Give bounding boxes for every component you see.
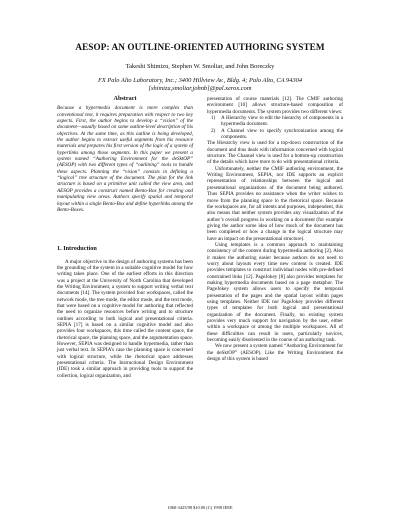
abstract-heading: Abstract xyxy=(113,95,137,102)
list-item-number: 1) xyxy=(211,115,216,122)
page-footer: 1060-3425/98 $10.00 (C) 1998 IEEE xyxy=(167,505,233,510)
right-paragraph-5: We now present a system named “Authoring Environment for the deSktOP” (AESOP). Like the Writing Environment the design of this system is based xyxy=(207,343,343,363)
right-paragraph-1: presentation of course materials [12]. The CMIF authoring environment [10] allows structure-based composition of hypermedia documents. The system provides two different views: xyxy=(207,96,343,115)
list-item-number: 2) xyxy=(211,127,216,134)
right-paragraph-4: Using templates is a common approach to maintaining consistency of the content during hypermedia authoring [2]. Also it makes the authoring easier because authors do not need to worry about layouts every time new content is created. IDE provides templates to construct individual nodes with pre-defined constrained links [12]. PageJokey [8] also provides templates for making hypermedia documents based on a page metaphor. The PageJokey system allows users to specify the temporal presentation of the pages and the spatial layout within pages using templates. Neither IDE nor PageJokey provides different types of templates for both logical and presentational organization of the document. Finally, no existing system provides very much support for navigation by the user, either within a workspace or among the multiple workspaces. All of these difficulties can result in users, particularly novices, becoming easily disoriented in the course of an authoring task. xyxy=(207,241,343,344)
right-column xyxy=(207,96,343,362)
section-heading-introduction: 1. Introduction xyxy=(57,245,97,253)
views-list xyxy=(207,115,343,140)
list-item-text: A Channel view to specify synchronization among the components. xyxy=(221,127,343,141)
list-item-text: A Hierarchy view to edit the hierarchy of components in a hypermedia document. xyxy=(221,115,343,128)
affiliation-address: FX Palo Alto Laboratory, Inc.; 3400 Hillview Av., Bldg. 4; Palo Alto, CA 94304 xyxy=(97,77,303,84)
left-column xyxy=(57,96,193,379)
right-paragraph-2: The Hierarchy view is used for a top-down construction of the document and thus deals with information concerned with logical structure. The Channel view is used for a bottom-up construction of the details which have more to do with presentational criteria. xyxy=(207,140,343,166)
right-paragraph-3: Unfortunately, neither the CMIF authoring environment, the Writing Environment, SEPIA, nor IDE supports an explicit representation of relationships between the logical and presentational organizations of the document being authored. Thus SEPIA provides no assistance when the writer wishes to move from the planning space to the rhetorical space. Because the workspaces are, for all intents and purposes, independent, this also means that neither system provides any visualization of the author’s overall progress in working on a document (for example giving the author some idea of how much of the document has been completed or how a change in the logical structure may have an impact on the presentational structure). xyxy=(207,165,343,242)
list-item xyxy=(207,128,343,141)
paper-title: AESOP: AN OUTLINE-ORIENTED AUTHORING SYSTEM xyxy=(75,42,325,52)
intro-paragraph-1: A major objective in the design of authoring systems has been the grounding of the system in a suitable cognitive model for how writing takes place. One of the earliest efforts in this direction was a project at the University of North Carolina that developed the Writing Environment, a system to support writing verbal text documents [14]. The system provided four workspaces, called the network mode, the tree mode, the editor mode, and the text mode, that were based on a cognitive model for authoring that reflected the need to organize resources before writing and to structure outlines according to both logical and presentational criteria. SEPIA [17] is based on a similar cognitive model and also provides four workspaces, this time called the content space, the rhetorical space, the planning space, and the argumentation space. However, SEPIA was designed to handle hypermedia, rather than just verbal text. In SEPIA’s case the planning space is concerned with logical structure, while the rhetorical space addresses presentational criteria. The Instructional Design Environment (IDE) took a similar approach in providing tools to support the collection, logical organization, and xyxy=(57,258,193,379)
affiliation xyxy=(0,77,400,92)
affiliation-email: [shimizu,smoliar,johnb]@pal.xerox.com xyxy=(148,84,252,92)
list-item xyxy=(207,115,343,128)
abstract-text: Because a hypermedia document is more complex than conventional text, it requires preparation with respect to two key aspects. First, the author begins to develop a “vision” of the document—usually based on some outline-level description of his objectives. At the same time, as this outline is being developed, the author begins to extract useful segments from his resource materials and prepares his first version of the logic of a system of hyperlinks among those segments. In this paper we present a system named “Authoring Environment for the deSktOP” (AESOP) with two different types of “outlining” tools to handle these aspects. Planning the “vision” consists in defining a “logical” tree structure of the document. The plan for the link structure is based on a primitive unit called the view area, and AESOP provides a construct named Bento-Box for creating and manipulating view areas. Authors specify spatial and temporal layout within a single Bento-Box and define hyperlinks among the Bento-Boxes. xyxy=(57,105,193,213)
author-list: Takeshi Shimizu, Stephen W. Smoliar, and John Boreczky xyxy=(125,63,275,70)
